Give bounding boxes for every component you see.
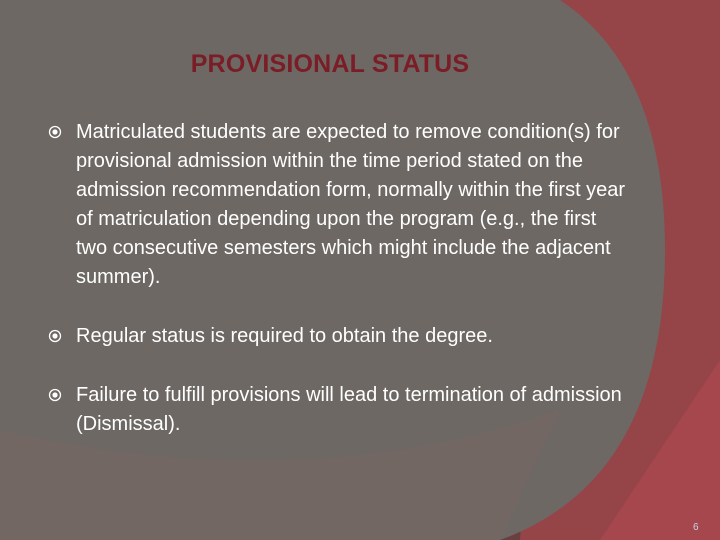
bullet-list: [48, 118, 628, 439]
circled-dot-icon: [48, 125, 62, 139]
slide-title: PROVISIONAL STATUS: [190, 50, 470, 78]
bullet-text: Failure to fulfill provisions will lead to termination of admission (Dismissal).: [76, 384, 622, 435]
bullet-text: Matriculated students are expected to remove condition(s) for provisional admission within the time period stated on the admission recommendation form, normally within the first year of matriculation depending upon the program (e.g., the first two consecutive semesters which might include the adjacent summer).: [76, 121, 626, 288]
bullet-item: [48, 118, 628, 292]
circled-dot-icon: [48, 329, 62, 343]
circled-dot-icon: [48, 388, 62, 402]
bullet-item: [48, 322, 628, 351]
page-number: 6: [693, 522, 699, 533]
bullet-text: Regular status is required to obtain the degree.: [76, 325, 493, 347]
bullet-item: [48, 381, 628, 439]
